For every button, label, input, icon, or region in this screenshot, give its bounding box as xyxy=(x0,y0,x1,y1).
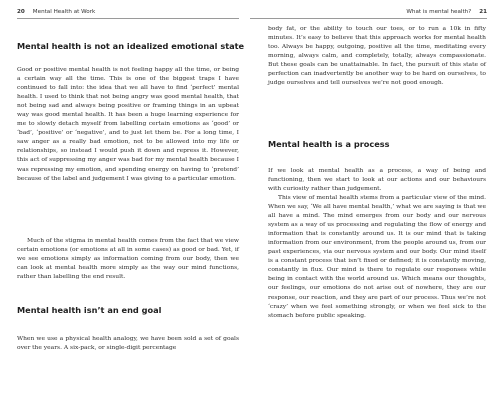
left-paragraph-3: When we use a physical health analogy, we have been sold a set of goals over the years. A six-pack, or single-digit percentage xyxy=(17,335,239,352)
right-paragraph-1: body fat, or the ability to touch our toes, or to run a 10k in fifty minutes. It’s easy to believe that this approach works for mental health too. Always be happy, outgoing, positive all the time, meditating every morning, always calm, and completely, totally, always compassionate. But these goals can be unattainable. In fact, the pursuit of this state of perfection can inadvertently be another way to be hard on ourselves, to judge ourselves and tell ourselves we’re not good enough. xyxy=(268,25,486,87)
right-heading-1: Mental health is a process xyxy=(268,139,390,149)
left-paragraph-1: Good or positive mental health is not feeling happy all the time, or being a certain way all the time. This is one of the biggest traps I have continued to fall into: the idea that we all have to find ‘perfect’ mental health. I used to think that not being angry was good mental health, that not being sad and always being positive or framing things in an upbeat way was good mental health. It has been a huge learning experience for me to slowly detach myself from labelling certain emotions as ‘good’ or ‘bad’, ‘positive’ or ‘negative’, and to just let them be. For a long time, I saw anger as a really bad emotion, not to be allowed into my life or relationships, so instead I would push it down and repress it. However, this act of suppressing my anger was bad for my mental health because I was repressing my emotion, and spending energy on having to ‘pretend’ because of the label and judgement I was giving to a particular emotion. xyxy=(17,66,239,182)
right-header-rule xyxy=(250,18,487,19)
left-header-rule xyxy=(17,18,239,19)
left-heading-2: Mental health isn’t an end goal xyxy=(17,305,162,315)
left-running-header xyxy=(17,6,239,18)
left-heading-1: Mental health is not an idealized emotional state xyxy=(17,41,245,51)
right-page xyxy=(250,0,500,400)
left-page-number: 20 xyxy=(17,9,25,15)
left-running-head: Mental Health at Work xyxy=(32,9,96,15)
right-running-head: What is mental health? xyxy=(406,9,472,15)
left-paragraph-2: Much of the stigma in mental health comes from the fact that we view certain emotions (or emotions at all in some cases) as good or bad. Yet, if we see emotions simply as information coming from our body, then we can look at mental health more simply as the way our mind functions, rather than labelling the end result. xyxy=(17,237,239,281)
right-paragraph-3: This view of mental health stems from a particular view of the mind. When we say, ‘We all have mental health,’ what we are saying is that we all have a mind. The mind emerges from our body and our nervous system as a way of us processing and regulating the flow of energy and information that is constantly around us. It is our mind that is taking information from our environment, from the people around us, from our past experiences, via our nervous system and our body. Our mind itself is a constant process that isn’t fixed or defined; it is constantly moving, constantly in flux. Our mind is there to regulate our responses while being in contact with the world around us. Which means our thoughts, our feelings, our emotions do not arise out of nowhere, they are our response, our reaction, and they are part of our process. Thus we’re not ‘crazy’ when we feel something strongly, or when we feel sick to the stomach before public speaking. xyxy=(268,194,486,319)
right-paragraph-2: If we look at mental health as a process, a way of being and functioning, then we start to look at our actions and our behaviours with curiosity rather than judgement. xyxy=(268,167,486,193)
right-page-number: 21 xyxy=(479,9,487,15)
right-running-header xyxy=(250,6,487,18)
